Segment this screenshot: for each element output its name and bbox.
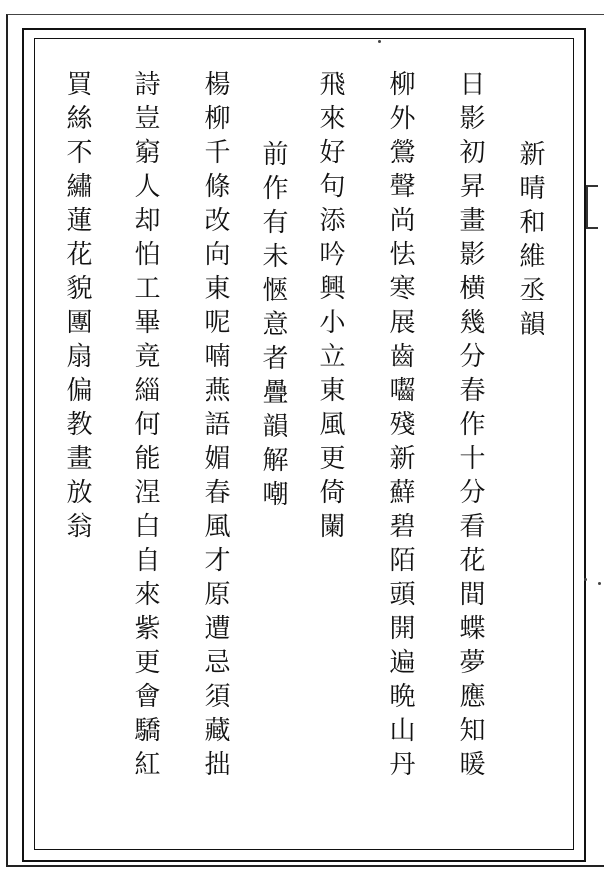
ink-speck xyxy=(378,40,381,43)
poem-line-5: 詩豈窮人却怕工畢竟緇何能涅白自來紫更會驕紅 xyxy=(130,70,160,784)
ink-speck xyxy=(598,582,601,585)
gutter-mark xyxy=(586,185,598,229)
poem-title: 新晴和維丞韻 xyxy=(515,140,545,344)
poem-line-1: 日影初昇畫影横幾分春作十分看花間蝶夢應知暖 xyxy=(455,70,485,784)
binding-strip xyxy=(584,28,606,858)
poem-line-4: 楊柳千條改向東呢喃燕語媚春風才原遭忌須藏拙 xyxy=(200,70,230,784)
poem-line-3: 飛來好句添吟興小立東風更倚闌 xyxy=(315,70,345,546)
inner-border xyxy=(34,38,574,850)
ink-speck xyxy=(584,578,587,581)
poem-line-6: 買絲不繡蓮花貌團扇偏教畫放翁 xyxy=(62,70,92,546)
poem-note: 前作有未愜意者疊韻解嘲 xyxy=(258,140,288,514)
poem-line-2: 柳外鶯聲尚怯寒展齒囓殘新蘚碧陌頭開遍晩山丹 xyxy=(385,70,415,784)
